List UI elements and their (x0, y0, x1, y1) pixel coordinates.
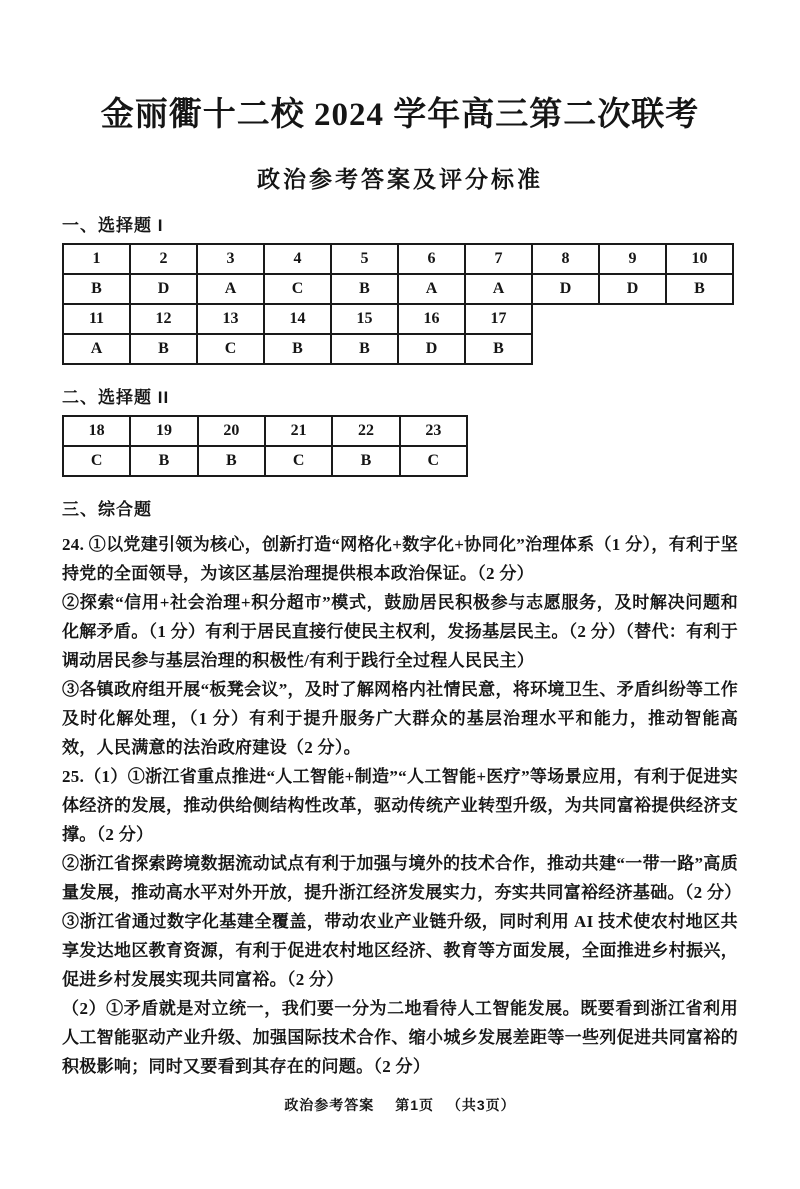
question-number-cell: 2 (130, 244, 197, 274)
answer-paragraph-q24-3: ③各镇政府组开展“板凳会议”，及时了解网格内社情民意，将环境卫生、矛盾纠纷等工作及时化解处理，（1 分）有利于提升服务广大群众的基层治理水平和能力，推动智能高效，人民满意的法治政府建设（2 分）。 (62, 680, 738, 758)
answer-cell: B (331, 274, 398, 304)
answer-cell: B (63, 274, 130, 304)
footer-page-number: 第1页 (395, 1097, 434, 1114)
answer-paragraph-q25-1-1: 25.（1）①浙江省重点推进“人工智能+制造”“人工智能+医疗”等场景应用，有利于促进实体经济的发展，推动供给侧结构性改革，驱动传统产业转型升级，为共同富裕提供经济支撑。（2 分） (62, 767, 738, 845)
answer-cell: C (197, 334, 264, 364)
question-number-cell: 19 (130, 416, 197, 446)
question-number-cell: 7 (465, 244, 532, 274)
answer-cell: C (63, 446, 130, 476)
question-number-cell: 9 (599, 244, 666, 274)
page-title: 金丽衢十二校 2024 学年高三第二次联考 (100, 97, 700, 133)
answer-cell: D (599, 274, 666, 304)
page-subtitle: 政治参考答案及评分标准 (257, 166, 543, 192)
section-heading-choice2: 二、选择题 II (62, 388, 170, 408)
footer-total-pages: （共3页） (446, 1097, 516, 1114)
answer-cell: A (63, 334, 130, 364)
choice1-answer-table-continued (62, 303, 533, 365)
table-row (63, 274, 733, 304)
answer-cell: B (264, 334, 331, 364)
answer-cell: B (198, 446, 265, 476)
question-number-cell: 16 (398, 304, 465, 334)
answer-cell: C (265, 446, 332, 476)
choice1-answer-table (62, 243, 734, 305)
question-number-cell: 23 (400, 416, 467, 446)
question-number-cell: 1 (63, 244, 130, 274)
answer-paragraph-q24-1: 24. ①以党建引领为核心，创新打造“网格化+数字化+协同化”治理体系（1 分），有利于坚持党的全面领导，为该区基层治理提供根本政治保证。（2 分） (62, 535, 738, 584)
question-number-cell: 12 (130, 304, 197, 334)
answer-cell: B (130, 334, 197, 364)
answer-paragraph-q24-2: ②探索“信用+社会治理+积分超市”模式，鼓励居民积极参与志愿服务，及时解决问题和化解矛盾。（1 分）有利于居民直接行使民主权利，发扬基层民主。（2 分）（替代：有利于调动居民参与基层治理的积极性/有利于践行全过程人民民主） (62, 593, 738, 671)
question-number-cell: 11 (63, 304, 130, 334)
question-number-cell: 20 (198, 416, 265, 446)
question-number-cell: 22 (332, 416, 399, 446)
question-number-cell: 3 (197, 244, 264, 274)
choice2-answer-table (62, 415, 468, 477)
answer-cell: C (400, 446, 467, 476)
question-number-cell: 17 (465, 304, 532, 334)
page-footer (62, 1095, 738, 1115)
question-number-cell: 13 (197, 304, 264, 334)
question-number-cell: 14 (264, 304, 331, 334)
answer-paragraph-q25-2-1: （2）①矛盾就是对立统一，我们要一分为二地看待人工智能发展。既要看到浙江省利用人工智能驱动产业升级、加强国际技术合作、缩小城乡发展差距等一些列促进共同富裕的积极影响；同时又要看到其存在的问题。（2 分） (62, 999, 738, 1077)
answer-cell: A (197, 274, 264, 304)
answer-cell: C (264, 274, 331, 304)
comprehensive-answers (62, 530, 742, 1081)
question-number-cell: 18 (63, 416, 130, 446)
question-number-cell: 15 (331, 304, 398, 334)
answer-cell: D (130, 274, 197, 304)
question-number-cell: 10 (666, 244, 733, 274)
section-heading-comprehensive: 三、综合题 (62, 500, 152, 520)
answer-cell: B (465, 334, 532, 364)
section-heading-choice1: 一、选择题 I (62, 216, 164, 236)
answer-cell: B (666, 274, 733, 304)
answer-paragraph-q25-1-2: ②浙江省探索跨境数据流动试点有利于加强与境外的技术合作，推动共建“一带一路”高质量发展，推动高水平对外开放，提升浙江经济发展实力，夯实共同富裕经济基础。（2 分） (62, 854, 742, 903)
question-number-cell: 6 (398, 244, 465, 274)
question-number-cell: 4 (264, 244, 331, 274)
table-row (63, 334, 532, 364)
answer-cell: B (130, 446, 197, 476)
answer-cell: B (332, 446, 399, 476)
table-row (63, 304, 532, 334)
table-row (63, 446, 467, 476)
table-row (63, 416, 467, 446)
answer-cell: D (532, 274, 599, 304)
footer-doc-label: 政治参考答案 (284, 1097, 375, 1114)
question-number-cell: 21 (265, 416, 332, 446)
question-number-cell: 5 (331, 244, 398, 274)
table-row (63, 244, 733, 274)
answer-cell: D (398, 334, 465, 364)
answer-paragraph-q25-1-3: ③浙江省通过数字化基建全覆盖，带动农业产业链升级，同时利用 AI 技术使农村地区共享发达地区教育资源，有利于促进农村地区经济、教育等方面发展，全面推进乡村振兴，促进乡村发展实现共同富裕。（2 分） (62, 912, 738, 990)
answer-cell: A (465, 274, 532, 304)
answer-cell: A (398, 274, 465, 304)
question-number-cell: 8 (532, 244, 599, 274)
answer-cell: B (331, 334, 398, 364)
